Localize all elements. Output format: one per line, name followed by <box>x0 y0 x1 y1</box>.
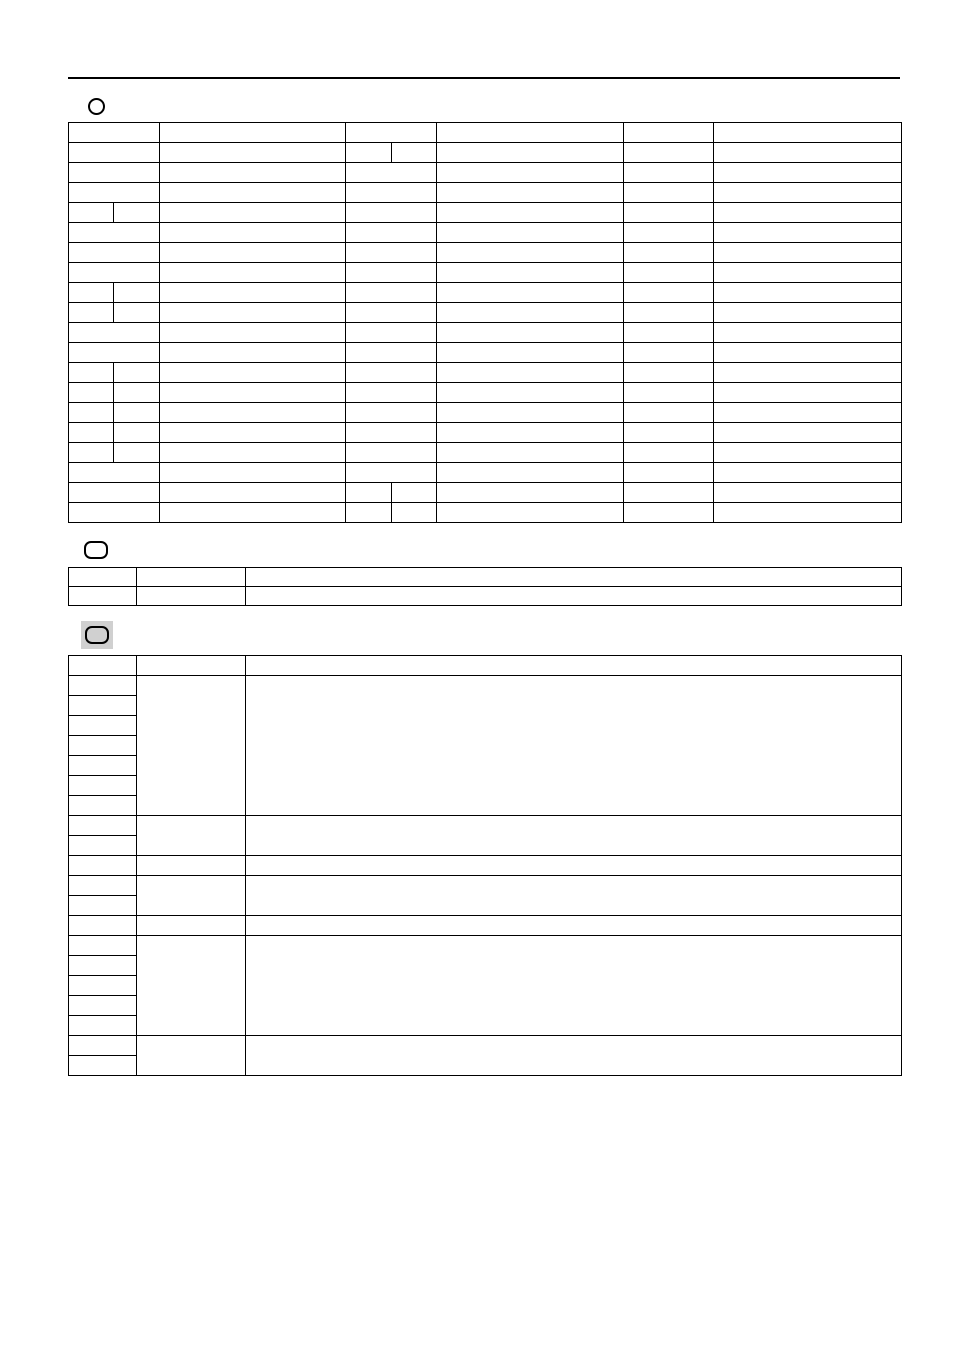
table-cell <box>160 343 346 363</box>
table-cell <box>714 443 902 463</box>
table-row <box>69 423 902 443</box>
table-cell <box>160 263 346 283</box>
table-cell <box>137 856 246 876</box>
table-cell <box>69 363 114 383</box>
table-cell <box>69 443 114 463</box>
table-cell <box>624 463 714 483</box>
table-cell <box>69 223 160 243</box>
table-cell <box>346 463 437 483</box>
table-cell <box>437 503 624 523</box>
table-row <box>69 263 902 283</box>
table-cell <box>160 383 346 403</box>
table-cell <box>69 303 114 323</box>
table-cell <box>437 483 624 503</box>
table-cell <box>437 403 624 423</box>
table-cell <box>69 163 160 183</box>
table-cell <box>624 363 714 383</box>
table-cell <box>392 503 437 523</box>
table-cell <box>137 916 246 936</box>
table-cell <box>137 936 246 1036</box>
table-row <box>69 203 902 223</box>
table-cell <box>624 483 714 503</box>
table-cell <box>714 323 902 343</box>
table-cell <box>160 323 346 343</box>
table-cell <box>714 383 902 403</box>
table-cell <box>392 483 437 503</box>
table-cell <box>69 263 160 283</box>
table-cell <box>437 263 624 283</box>
table-row <box>69 143 902 163</box>
table-cell <box>624 183 714 203</box>
table-cell <box>437 303 624 323</box>
table-cell <box>69 483 160 503</box>
table-cell <box>714 203 902 223</box>
table-cell <box>69 1016 137 1036</box>
table-cell <box>437 183 624 203</box>
table-row <box>69 343 902 363</box>
table-row <box>69 876 902 896</box>
table-cell <box>624 223 714 243</box>
table-cell <box>624 123 714 143</box>
table-cell <box>246 676 902 816</box>
table-row <box>69 163 902 183</box>
table-cell <box>69 896 137 916</box>
table-cell <box>346 343 437 363</box>
table-cell <box>246 856 902 876</box>
table-cell <box>69 143 160 163</box>
table-cell <box>437 283 624 303</box>
table-cell <box>714 183 902 203</box>
table-cell <box>160 123 346 143</box>
table-cell <box>69 383 114 403</box>
table-cell <box>624 423 714 443</box>
table-cell <box>69 836 137 856</box>
table-cell <box>246 916 902 936</box>
table-cell <box>714 223 902 243</box>
table-cell <box>437 443 624 463</box>
header-rule <box>68 77 900 79</box>
table-row <box>69 1036 902 1056</box>
table-row <box>69 403 902 423</box>
table-cell <box>114 363 160 383</box>
table-row <box>69 323 902 343</box>
table-cell <box>714 343 902 363</box>
table-cell <box>346 483 392 503</box>
table-row <box>69 483 902 503</box>
table-cell <box>114 443 160 463</box>
table-cell <box>346 363 437 383</box>
table-cell <box>714 463 902 483</box>
rounded-rect-outline-icon <box>85 626 109 644</box>
table-cell <box>160 243 346 263</box>
table-row <box>69 816 902 836</box>
lower-table <box>68 655 902 1076</box>
table-cell <box>714 163 902 183</box>
table-cell <box>160 283 346 303</box>
table-row <box>69 463 902 483</box>
table-row <box>69 503 902 523</box>
table-row <box>69 568 902 587</box>
table-cell <box>437 323 624 343</box>
table-cell <box>160 363 346 383</box>
table-cell <box>624 263 714 283</box>
table-cell <box>69 123 160 143</box>
table-cell <box>624 303 714 323</box>
table-cell <box>69 463 160 483</box>
table-cell <box>624 323 714 343</box>
table-cell <box>346 223 437 243</box>
table-cell <box>346 383 437 403</box>
table-cell <box>69 243 160 263</box>
table-cell <box>160 143 346 163</box>
table-cell <box>69 1056 137 1076</box>
table-cell <box>346 263 437 283</box>
table-cell <box>69 856 137 876</box>
table-row <box>69 363 902 383</box>
table-cell <box>246 568 902 587</box>
table-cell <box>437 243 624 263</box>
rounded-rect-outline-icon <box>84 541 108 559</box>
table-cell <box>137 587 246 606</box>
table-cell <box>69 716 137 736</box>
table-cell <box>69 587 137 606</box>
table-cell <box>624 383 714 403</box>
table-row <box>69 587 902 606</box>
table-cell <box>437 363 624 383</box>
table-cell <box>246 936 902 1036</box>
table-cell <box>114 303 160 323</box>
table-cell <box>624 203 714 223</box>
table-cell <box>437 203 624 223</box>
table-cell <box>714 123 902 143</box>
table-cell <box>437 383 624 403</box>
table-cell <box>714 303 902 323</box>
table-cell <box>69 283 114 303</box>
table-row <box>69 303 902 323</box>
table-cell <box>160 483 346 503</box>
table-cell <box>69 656 137 676</box>
table-cell <box>437 143 624 163</box>
table-row <box>69 383 902 403</box>
table-cell <box>437 343 624 363</box>
table-cell <box>160 503 346 523</box>
table-cell <box>160 443 346 463</box>
table-cell <box>714 403 902 423</box>
table-cell <box>714 423 902 443</box>
table-cell <box>137 676 246 816</box>
table-cell <box>246 587 902 606</box>
table-cell <box>69 696 137 716</box>
table-cell <box>69 343 160 363</box>
table-cell <box>160 403 346 423</box>
table-cell <box>624 403 714 423</box>
table-cell <box>346 243 437 263</box>
table-cell <box>160 163 346 183</box>
table-cell <box>714 243 902 263</box>
table-cell <box>69 796 137 816</box>
table-cell <box>160 463 346 483</box>
table-cell <box>69 876 137 896</box>
table-cell <box>114 203 160 223</box>
table-cell <box>624 283 714 303</box>
table-cell <box>246 1036 902 1076</box>
table-cell <box>346 183 437 203</box>
table-cell <box>69 568 137 587</box>
table-cell <box>69 183 160 203</box>
table-cell <box>137 568 246 587</box>
table-cell <box>246 876 902 916</box>
table-cell <box>69 423 114 443</box>
table-cell <box>624 443 714 463</box>
table-cell <box>69 816 137 836</box>
table-cell <box>392 143 437 163</box>
table-cell <box>160 303 346 323</box>
table-cell <box>714 503 902 523</box>
table-cell <box>160 423 346 443</box>
table-cell <box>69 936 137 956</box>
table-cell <box>714 143 902 163</box>
table-row <box>69 183 902 203</box>
table-cell <box>160 203 346 223</box>
table-cell <box>69 403 114 423</box>
table-cell <box>69 203 114 223</box>
main-table <box>68 122 902 523</box>
table-cell <box>624 243 714 263</box>
table-row <box>69 916 902 936</box>
table-cell <box>714 363 902 383</box>
table-cell <box>69 323 160 343</box>
table-row <box>69 443 902 463</box>
table-cell <box>246 816 902 856</box>
table-cell <box>69 736 137 756</box>
table-cell <box>346 303 437 323</box>
table-cell <box>714 263 902 283</box>
table-cell <box>624 343 714 363</box>
table-cell <box>346 123 437 143</box>
table-cell <box>346 443 437 463</box>
table-cell <box>160 223 346 243</box>
table-cell <box>714 483 902 503</box>
table-cell <box>346 143 392 163</box>
table-cell <box>624 163 714 183</box>
table-row <box>69 856 902 876</box>
circle-outline-icon <box>88 98 105 115</box>
table-cell <box>114 383 160 403</box>
table-cell <box>69 956 137 976</box>
table-cell <box>69 1036 137 1056</box>
table-cell <box>114 283 160 303</box>
table-cell <box>160 183 346 203</box>
table-cell <box>246 656 902 676</box>
table-cell <box>346 423 437 443</box>
table-cell <box>114 423 160 443</box>
table-cell <box>437 163 624 183</box>
table-row <box>69 676 902 696</box>
table-cell <box>69 756 137 776</box>
table-cell <box>69 976 137 996</box>
table-cell <box>346 323 437 343</box>
table-row <box>69 936 902 956</box>
table-cell <box>114 403 160 423</box>
table-cell <box>346 403 437 423</box>
table-cell <box>137 876 246 916</box>
table-cell <box>137 1036 246 1076</box>
table-cell <box>437 223 624 243</box>
table-row <box>69 123 902 143</box>
table-row <box>69 223 902 243</box>
table-cell <box>69 776 137 796</box>
table-cell <box>437 423 624 443</box>
table-cell <box>346 163 437 183</box>
table-cell <box>346 203 437 223</box>
table-cell <box>137 816 246 856</box>
table-cell <box>437 463 624 483</box>
table-cell <box>69 916 137 936</box>
table-cell <box>346 283 437 303</box>
table-cell <box>346 503 392 523</box>
table-row <box>69 656 902 676</box>
table-cell <box>714 283 902 303</box>
table-cell <box>437 123 624 143</box>
table-cell <box>69 996 137 1016</box>
table-cell <box>624 503 714 523</box>
table-cell <box>137 656 246 676</box>
mid-table <box>68 567 902 606</box>
table-cell <box>69 503 160 523</box>
table-cell <box>69 676 137 696</box>
table-row <box>69 243 902 263</box>
table-cell <box>624 143 714 163</box>
table-row <box>69 283 902 303</box>
